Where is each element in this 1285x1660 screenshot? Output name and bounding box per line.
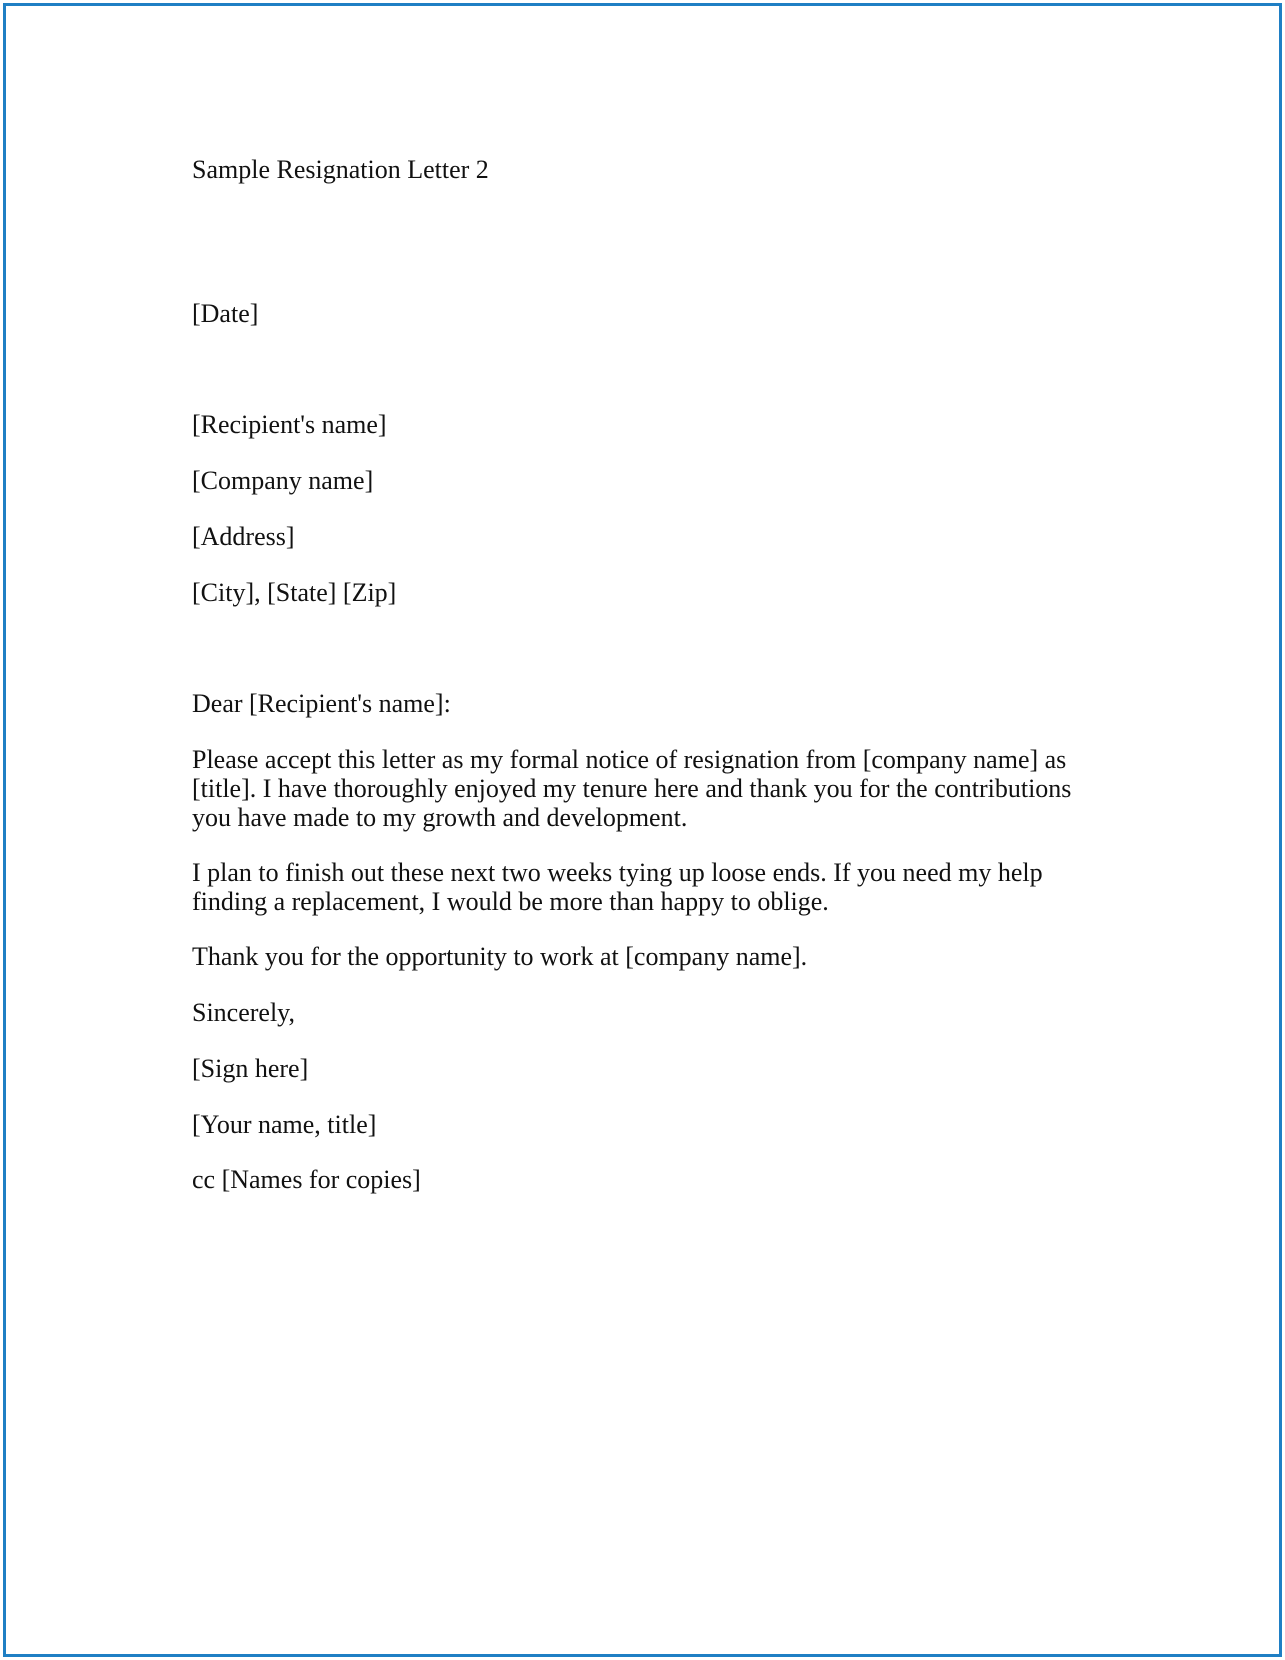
signer-name-title: [Your name, title]	[192, 1110, 377, 1139]
letter-date: [Date]	[192, 299, 259, 328]
recipient-company: [Company name]	[192, 466, 374, 495]
recipient-name: [Recipient's name]	[192, 410, 387, 439]
cc-line: cc [Names for copies]	[192, 1165, 421, 1194]
body-paragraph-3: Thank you for the opportunity to work at [company name].	[192, 942, 808, 971]
letter-title: Sample Resignation Letter 2	[192, 155, 489, 184]
closing: Sincerely,	[192, 998, 295, 1027]
recipient-city-state-zip: [City], [State] [Zip]	[192, 578, 397, 607]
salutation: Dear [Recipient's name]:	[192, 689, 451, 718]
body-paragraph-1: Please accept this letter as my formal notice of resignation from [company name] as [title]. I have thoroughly enjoyed my tenure here and thank you for the contributions you have made to my growth and development.	[192, 745, 1072, 832]
recipient-address: [Address]	[192, 522, 295, 551]
body-paragraph-2: I plan to finish out these next two weeks tying up loose ends. If you need my help finding a replacement, I would be more than happy to oblige.	[192, 858, 1043, 916]
signature-placeholder: [Sign here]	[192, 1054, 309, 1083]
